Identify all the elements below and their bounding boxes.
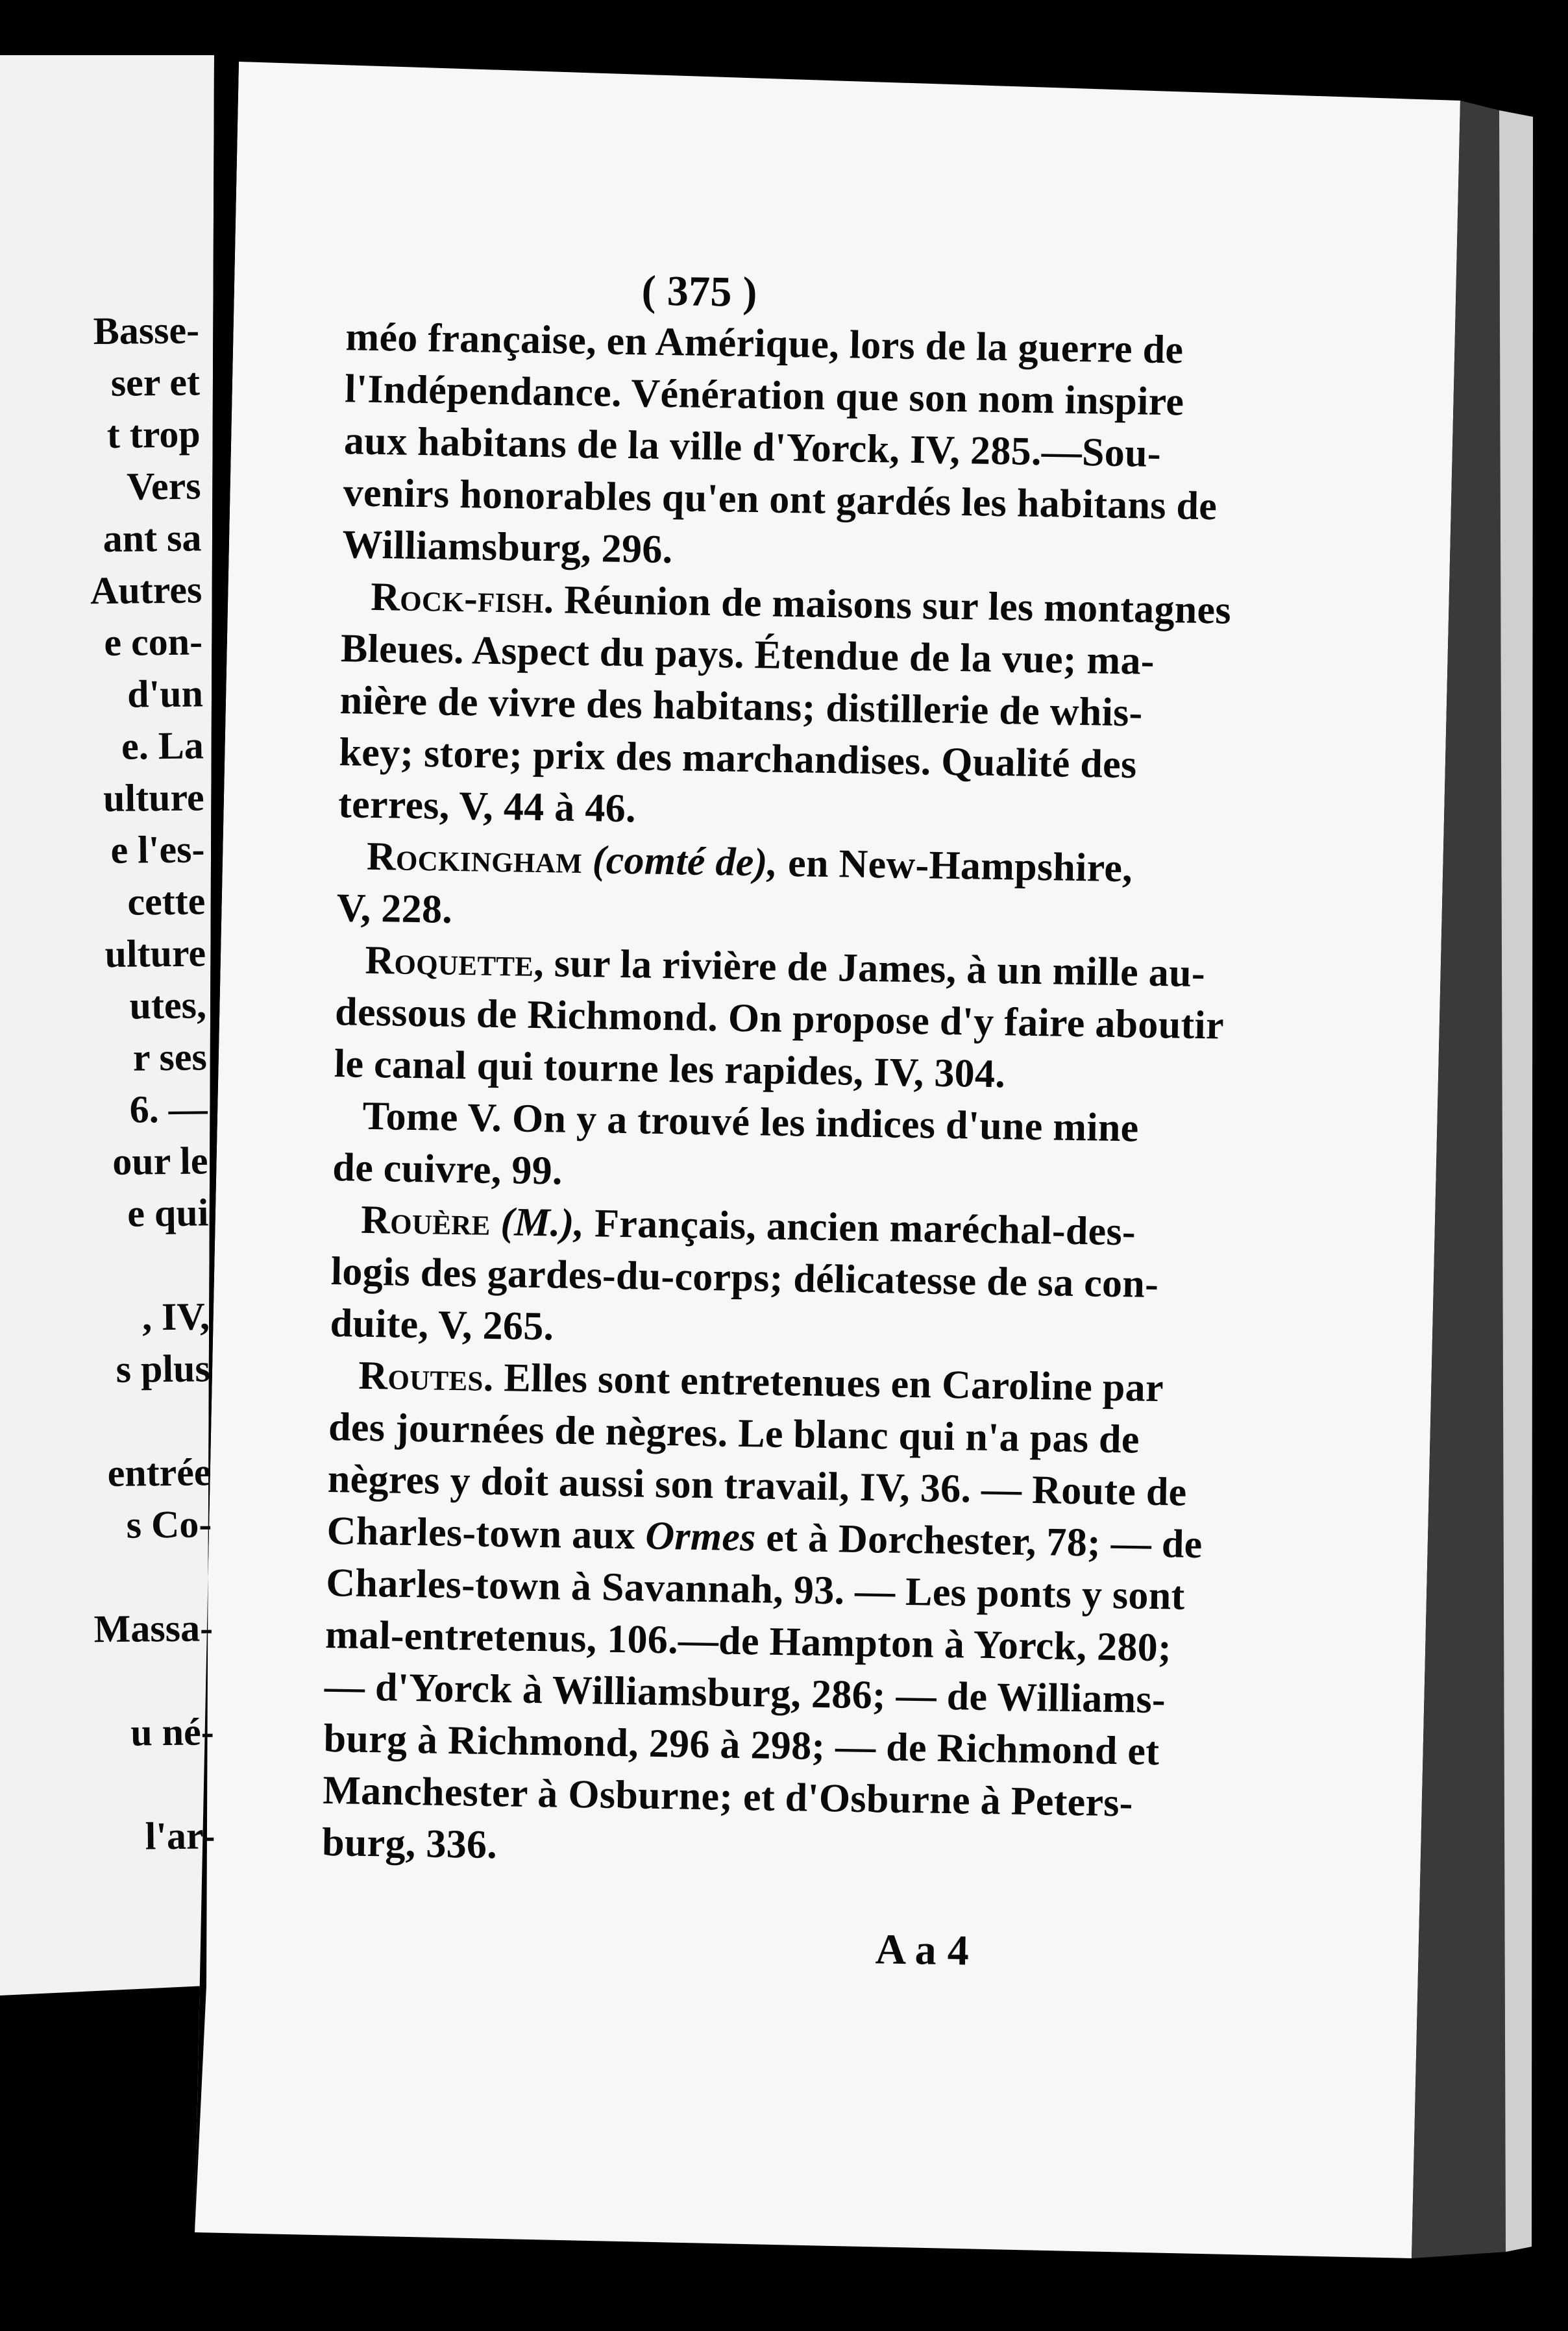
text-line: Bleues. Aspect du pays. Étendue de la vue; ma- [340,626,1155,683]
entry-roquette [365,940,1205,994]
left-page [0,51,224,1967]
text-line: mal-entretenus, 106.—de Hampton à Yorck, 280; [325,1612,1172,1670]
left-line: Basse- [93,308,200,353]
entry-text: Elles sont entretenues en Caroline par [493,1355,1164,1411]
text-line: Williamsburg, 296. [342,522,673,572]
text-line: Manchester à Osburne; et d'Osburne à Peters- [322,1768,1134,1825]
left-line: e l'es- [110,827,205,872]
text-line: méo française, en Amérique, lors de la guerre de [345,315,1184,372]
left-line: utes, [129,983,207,1027]
left-line: l'ar- [145,1814,215,1858]
text-line: nègres y doit aussi son travail, IV, 36. — Route de [327,1456,1188,1515]
text-line: le canal qui tourne les rapides, IV, 304. [334,1042,1006,1097]
left-line: ulture [104,931,206,976]
left-line: , IV, [141,1295,210,1339]
entry-head: Routes. [358,1353,495,1400]
text-line: key; store; prix des marchandises. Qualité des [338,730,1138,787]
entry-rouere [360,1197,1136,1254]
text-line: de cuivre, 99. [332,1145,563,1193]
entry-text: Français, ancien maréchal-des- [583,1201,1136,1254]
text-line: nière de vivre des habitans; distillerie de whis- [339,678,1144,735]
entry-charles-town-line [326,1508,1203,1567]
left-line: e qui [127,1191,209,1235]
text-line: burg, 336. [321,1820,498,1868]
entry-head: Rouère [360,1197,491,1244]
left-line: d'un [127,672,204,716]
text-line: logis des gardes-du-corps; délicatesse de sa con- [330,1249,1159,1307]
left-line: s plus [116,1347,211,1391]
text-line: l'Indépendance. Vénération que son nom inspire [344,367,1184,424]
text-line: Tome V. On y a trouvé les indices d'une mine [362,1093,1140,1151]
text-line: terres, V, 44 à 46. [337,782,637,831]
entry-text: , sur la rivière de James, à un mille au- [533,940,1206,996]
right-page [222,56,1432,2245]
entry-head: Rock-fish. [370,574,555,622]
place-name-ormes: Ormes [644,1513,757,1560]
entry-head: Roquette [364,938,534,985]
entry-text: en New-Hampshire, [777,840,1133,891]
entry-head: Rockingham [366,834,583,883]
text-segment: et à Dorchester, 78; — de [755,1515,1203,1567]
text-line: aux habitans de la ville d'Yorck, IV, 285.—Sou- [343,419,1162,476]
left-line: ulture [103,775,204,820]
text-line: venirs honorables qu'en ont gardés les habitans de [343,470,1218,529]
text-line: Charles-town à Savannah, 93. — Les ponts y sont [325,1560,1186,1618]
page-number: ( 375 ) [641,267,758,317]
left-line: u né- [130,1710,215,1754]
entry-rock-fish [370,574,1232,633]
left-line: Autres [90,568,202,613]
left-line: 6. — [129,1087,208,1131]
left-line: cette [127,879,206,923]
left-line: s Co- [126,1502,212,1546]
left-line: ser et [110,360,201,404]
left-line: Massa- [93,1606,214,1651]
left-line: our le [112,1139,208,1183]
left-line: t trop [106,412,201,456]
left-line: e. La [121,724,204,768]
entry-routes [358,1353,1164,1411]
text-line: burg à Richmond, 296 à 298; — de Richmond et [323,1716,1160,1774]
entry-qualifier: (M.), [490,1199,585,1246]
signature-mark: A a 4 [875,1925,970,1975]
text-line: V, 228. [336,886,453,932]
left-line: r ses [132,1035,208,1079]
text-line: duite, V, 265. [330,1301,554,1349]
text-line: des journées de nègres. Le blanc qui n'a pas de [328,1404,1140,1462]
left-line: ant sa [103,516,202,561]
left-line: Vers [126,464,201,508]
left-line: e con- [104,620,203,665]
text-segment: Charles-town aux [326,1508,646,1558]
entry-text: Réunion de maisons sur les montagnes [553,578,1232,633]
entry-rockingham [367,836,1133,889]
entry-qualifier: (comté de), [582,838,778,885]
text-line: — d'Yorck à Williamsburg, 286; — de Williams- [324,1664,1166,1722]
text-line: dessous de Richmond. On propose d'y faire aboutir [334,990,1225,1048]
left-line: entrée [107,1450,212,1495]
